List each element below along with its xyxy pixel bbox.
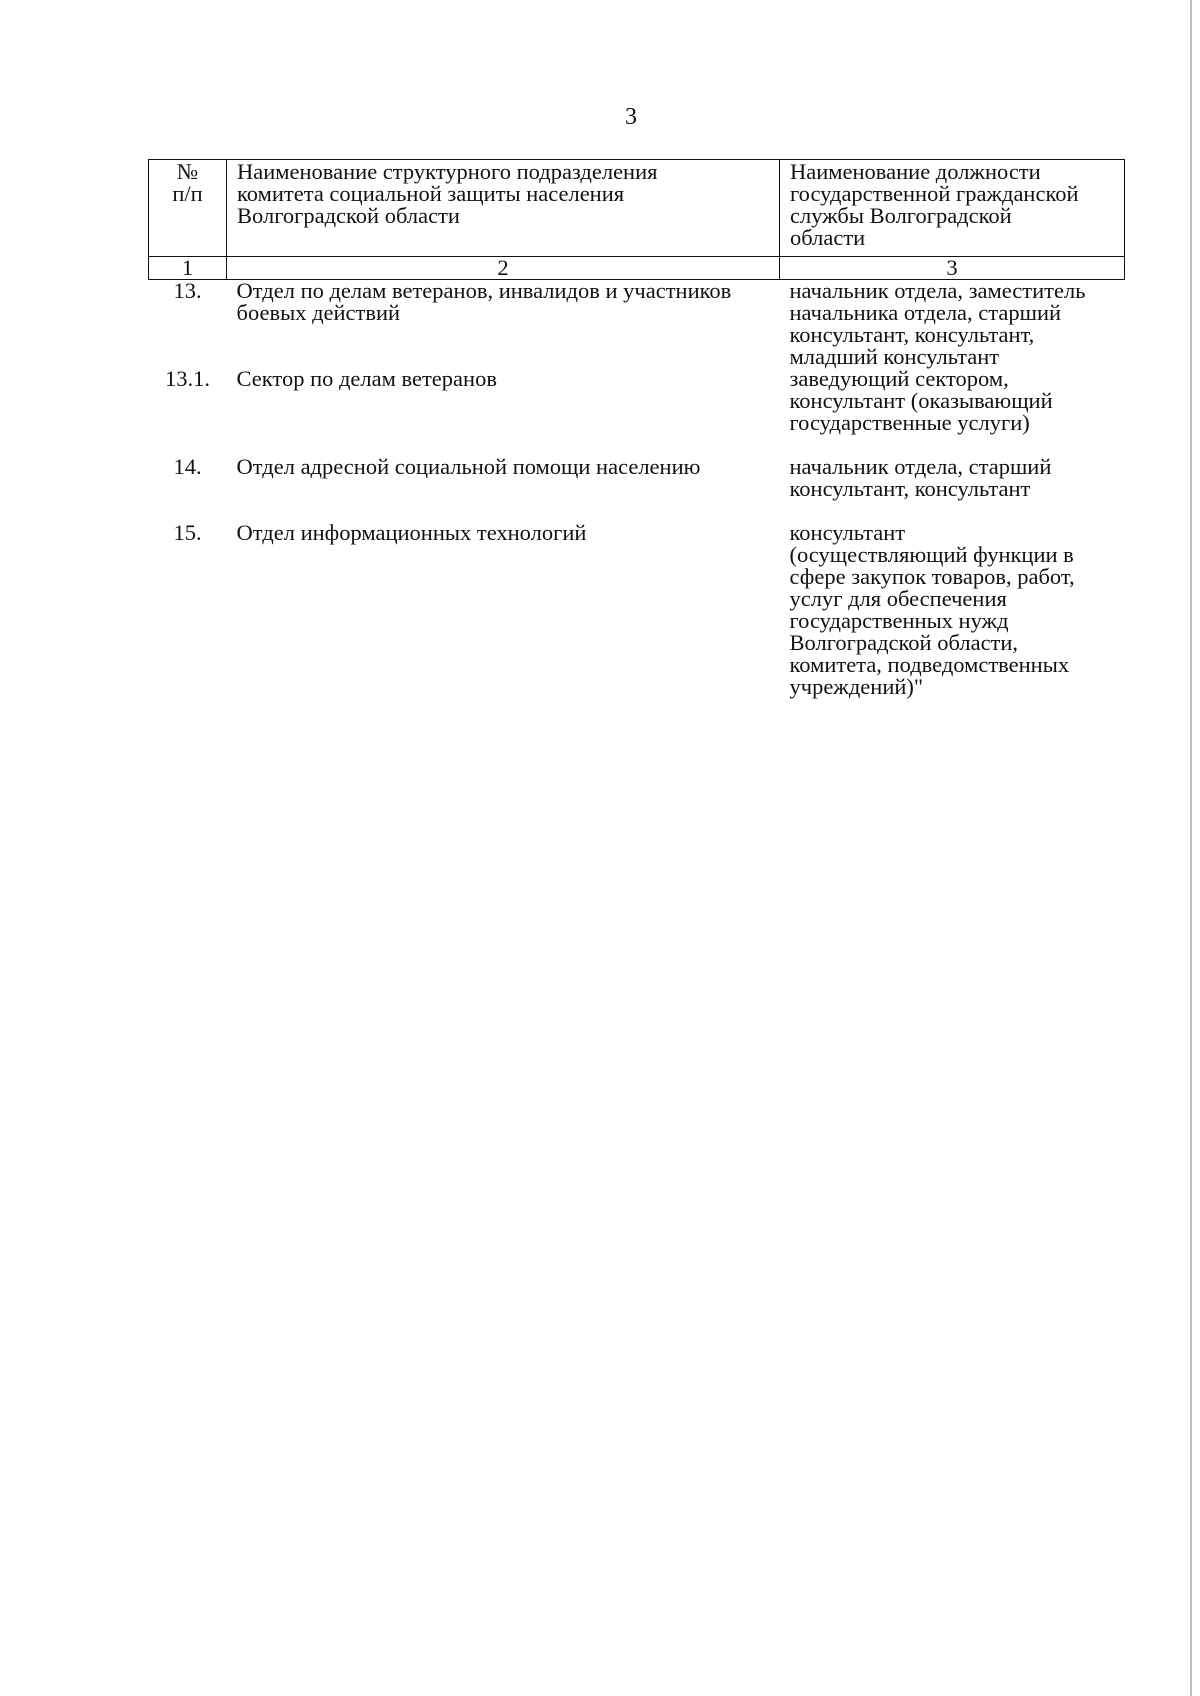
row-positions: консультант (осуществляющий функции в сфере закупок товаров, работ, услуг для обеспечения государственных нужд Волгоградской области, комитета, подведомственных учреждений)" [789, 520, 1075, 699]
header-position-name: Наименование должности государственной гражданской службы Волгоградской области [780, 160, 1125, 257]
row-positions: заведующий сектором, консультант (оказывающий государственные услуги) [789, 366, 1053, 435]
row-positions: начальник отдела, заместитель начальника отдела, старший консультант, консультант, младший консультант [789, 278, 1086, 369]
row-number: 13.1. [165, 366, 210, 391]
row-positions: начальник отдела, старший консультант, консультант [789, 454, 1052, 501]
row-number: 13. [173, 278, 202, 303]
header-number: № п/п [149, 160, 227, 257]
row-spacer [149, 500, 1125, 522]
table-row [149, 368, 1125, 434]
scan-edge-line [1190, 0, 1192, 1696]
table-row [149, 280, 1125, 369]
column-number-1: 1 [149, 257, 227, 280]
page-number: 3 [625, 104, 637, 130]
row-number: 14. [173, 454, 202, 479]
column-number-2: 2 [227, 257, 780, 280]
row-number: 15. [173, 520, 202, 545]
row-unit-name: Отдел по делам ветеранов, инвалидов и участников боевых действий [236, 278, 732, 325]
header-unit-name: Наименование структурного подразделения комитета социальной защиты населения Волгоградской области [227, 160, 780, 257]
table-row [149, 456, 1125, 500]
row-spacer [149, 434, 1125, 456]
row-unit-name: Отдел информационных технологий [236, 520, 587, 545]
column-numbers-row [149, 257, 1125, 280]
row-unit-name: Сектор по делам ветеранов [236, 366, 497, 391]
table-header-row [149, 160, 1125, 257]
column-number-3: 3 [780, 257, 1125, 280]
table-row [149, 522, 1125, 698]
row-unit-name: Отдел адресной социальной помощи населению [236, 454, 701, 479]
positions-table [148, 159, 1125, 698]
